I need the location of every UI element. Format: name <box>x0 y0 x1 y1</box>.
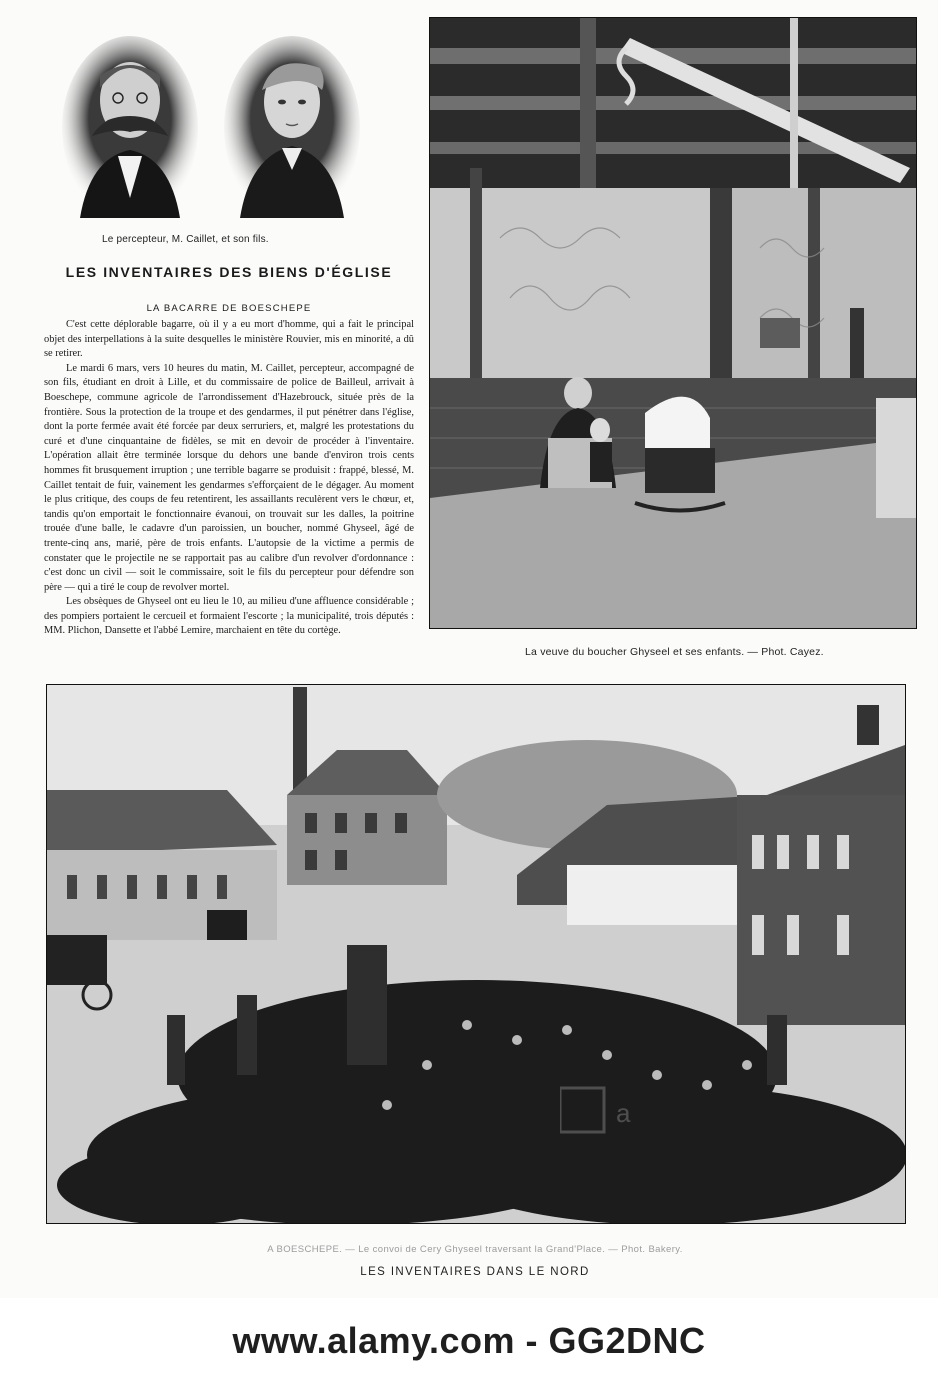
article-paragraph: Les obsèques de Ghyseel ont eu lieu le 10, au milieu d'une affluence considérable ; des pompiers portaient le cercueil et formaient l'escorte ; la municipalité, trois députés : MM. Plichon, Dansette et l'abbé Lemire, marchaient en tête du cortège. <box>44 596 414 637</box>
funeral-procession-photo <box>46 684 906 1224</box>
article-body <box>44 318 414 639</box>
stock-footer <box>0 1298 938 1390</box>
footer-label: www.alamy.com - GG2DNC <box>232 1320 706 1361</box>
interior-photo-caption: La veuve du boucher Ghyseel et ses enfants. — Phot. Cayez. <box>525 646 824 658</box>
article-paragraph: Le mardi 6 mars, vers 10 heures du matin, M. Caillet, percepteur, accompagné de son fils, étudiant en droit à Lille, et du commissaire de police de Bailleul, arrivait à Boeschepe, commune agricole de l'arrondissement d'Hazebrouck, située près de la frontière. Sous la protection de la troupe et des gendarmes, il put pénétrer dans l'église, dont la porte fermée avait été forcée par deux serruriers, et, malgré les protestations du curé et d'une cinquantaine de fidèles, se mit en devoir de procéder à l'inventaire. L'opération allait être terminée lorsque du dehors une bande d'environ trois cents hommes fit brusquement irruption ; une terrible bagarre se produisit : frappé, blessé, M. Caillet tentait de fuir, vainement les gendarmes s'efforçaient de le dégager. Au moment le plus critique, des coups de feu retentirent, les assaillants reculèrent vers le chœur, et, tandis qu'on emportait le fonctionnaire évanoui, on trouvait sur les dalles, la poitrine trouée d'une balle, le cadavre d'un paroissien, un boucher, nommé Ghyseel, âgé de trente-cinq ans, marié, père de trois enfants. L'autopsie de la victime a permis de constater que le projectile ne se rapportait pas au calibre d'un revolver d'ordonnance : c'est donc un civil — soit le commissaire, soit le fils du percepteur pour défendre son père — qui a tiré le coup de revolver mortel. <box>44 362 414 593</box>
article-paragraph: C'est cette déplorable bagarre, où il y a eu mort d'homme, qui a fait le principal objet des interpellations à la suite desquelles le ministère Rouvier, mis en minorité, a dû se retirer. <box>44 319 414 360</box>
article-headline: LES INVENTAIRES DES BIENS D'ÉGLISE <box>65 264 393 280</box>
article-subhead: LA BACARRE DE BOESCHEPE <box>146 303 312 314</box>
section-title: LES INVENTAIRES DANS LE NORD <box>360 1266 590 1278</box>
portrait-father <box>60 28 200 218</box>
widow-interior-photo <box>429 17 917 629</box>
portrait-group <box>46 28 406 218</box>
town-photo-caption: A BOESCHEPE. — Le convoi de Cery Ghyseel traversant la Grand'Place. — Phot. Bakery. <box>267 1244 683 1255</box>
svg-text:a: a <box>616 1098 631 1128</box>
portraits-caption: Le percepteur, M. Caillet, et son fils. <box>102 234 269 245</box>
portrait-son <box>222 28 362 218</box>
